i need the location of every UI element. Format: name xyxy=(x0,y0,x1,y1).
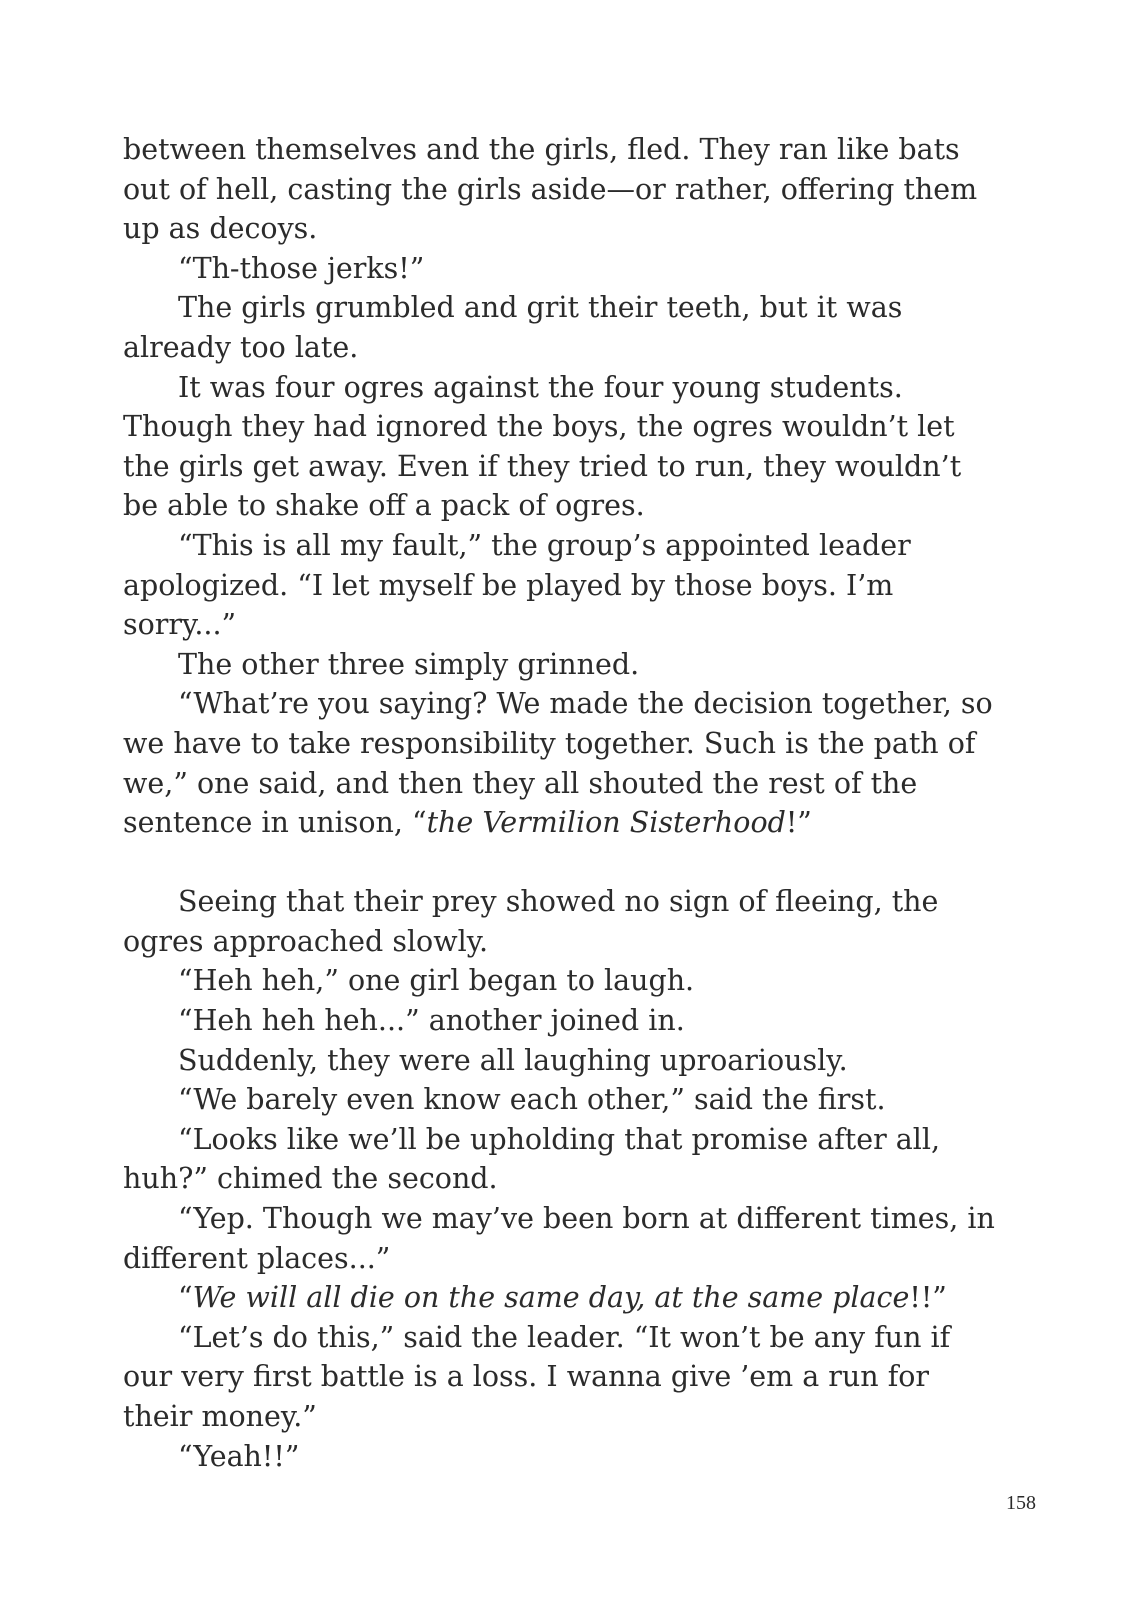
page-number: 158 xyxy=(1006,1492,1036,1514)
paragraph: “Yep. Though we may’ve been born at different times, in different places...” xyxy=(123,1202,995,1275)
paragraph: “Let’s do this,” said the leader. “It won’t be any fun if our very first battle is a loss. I wanna give ’em a run for their money.” xyxy=(123,1320,951,1433)
paragraph xyxy=(123,1278,1003,1318)
section-break xyxy=(123,843,1003,883)
paragraph: “Th-those jerks!” xyxy=(178,251,425,285)
paragraph: “We barely even know each other,” said the first. xyxy=(178,1083,886,1117)
body-text xyxy=(123,130,1003,1476)
paragraph: “Heh heh,” one girl began to laugh. xyxy=(178,964,695,998)
paragraph-text: “ xyxy=(178,1281,193,1315)
italic-text: the Vermilion Sisterhood xyxy=(426,806,786,840)
paragraph: It was four ogres against the four young students. Though they had ignored the boys, the ogres wouldn’t let the girls get away. Even if they tried to run, they wouldn’t be able to shake off a pack of ogres. xyxy=(123,370,962,523)
paragraph: between themselves and the girls, fled. They ran like bats out of hell, casting the girls aside—or rather, offering them up as decoys. xyxy=(123,133,978,246)
paragraph-text: “What’re you saying? We made the decision together, so we have to take responsibility together. Such is the path of we,” one said, and then they all shouted the rest of the sentence in unison, “ xyxy=(123,687,993,840)
paragraph: “This is all my fault,” the group’s appointed leader apologized. “I let myself be played by those boys. I’m sorry...” xyxy=(123,528,911,642)
paragraph: The other three simply grinned. xyxy=(178,647,640,681)
paragraph: “Heh heh heh...” another joined in. xyxy=(178,1004,685,1038)
paragraph-text: !!” xyxy=(909,1281,947,1315)
paragraph: “Looks like we’ll be upholding that promise after all, huh?” chimed the second. xyxy=(123,1122,941,1196)
paragraph: “Yeah!!” xyxy=(178,1439,300,1473)
paragraph: Seeing that their prey showed no sign of fleeing, the ogres approached slowly. xyxy=(123,885,939,958)
paragraph-text: !” xyxy=(785,806,812,840)
paragraph: Suddenly, they were all laughing uproariously. xyxy=(178,1043,848,1077)
italic-text: We will all die on the same day, at the same place xyxy=(192,1281,910,1315)
paragraph: The girls grumbled and grit their teeth, but it was already too late. xyxy=(123,291,903,364)
paragraph xyxy=(123,684,1003,842)
